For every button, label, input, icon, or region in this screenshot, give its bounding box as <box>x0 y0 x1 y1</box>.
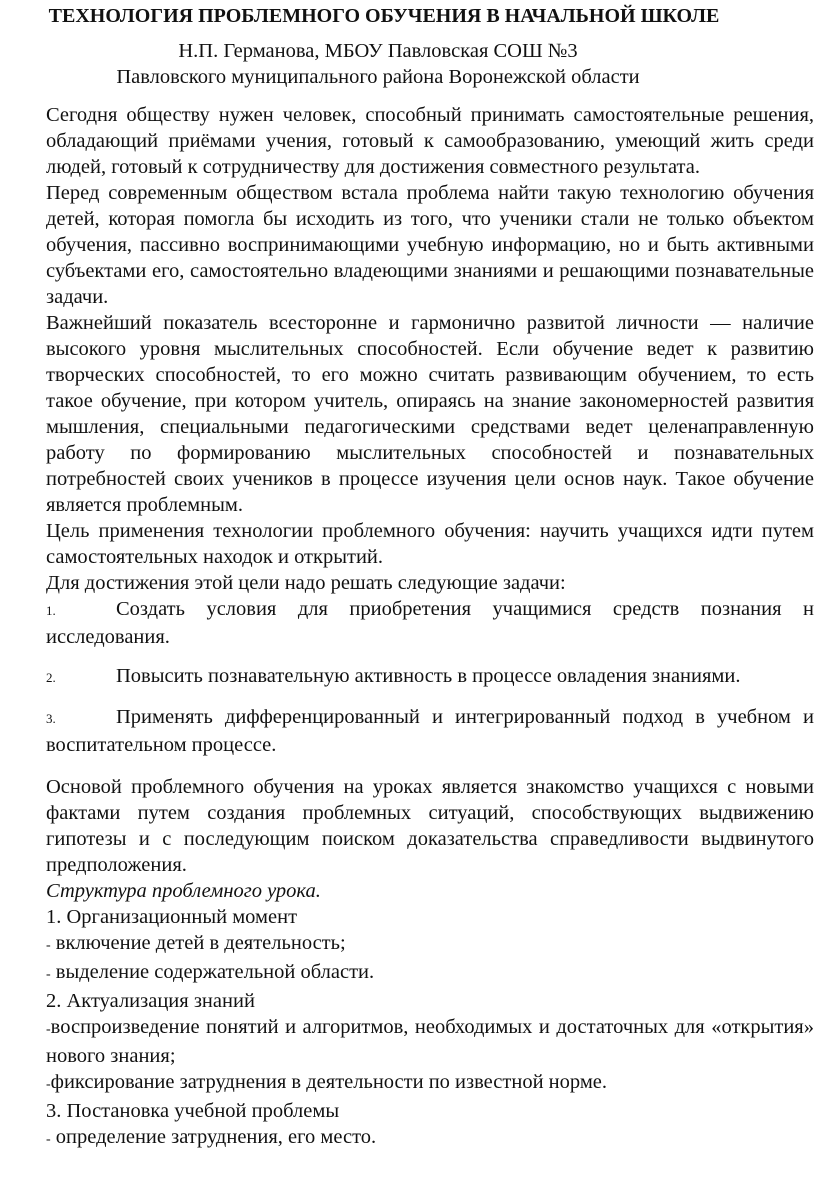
task-text: Создать условия для приобретения учащимися средств познания н исследования. <box>46 598 814 648</box>
stage-1-item <box>46 959 814 988</box>
stage-item-text: выделение содержательной области. <box>55 961 375 983</box>
task-number: 2. <box>46 670 56 685</box>
paragraph-2: Перед современным обществом встала проблема найти такую технологию обучения детей, которая помогла бы исходить из того, что ученики стали не только объектом обучения, пассивно воспринимающими учебную информацию, но и быть активными субъектами его, самостоятельно владеющими знаниями и решающими познавательные задачи. <box>46 182 814 308</box>
author-line-2: Павловского муниципального района Воронежской области <box>116 66 640 88</box>
document-body <box>46 102 814 1153</box>
task-number: 3. <box>46 711 56 726</box>
stage-item-text: определение затруднения, его место. <box>55 1126 377 1148</box>
task-item-3 <box>46 704 814 758</box>
dash-marker: - <box>46 967 51 982</box>
task-item-1 <box>46 596 814 650</box>
dash-marker: - <box>46 938 51 953</box>
stage-3-item <box>46 1124 814 1153</box>
task-item-2 <box>46 663 814 691</box>
stage-2-heading: 2. Актуализация знаний <box>46 990 255 1012</box>
basis-paragraph: Основой проблемного обучения на уроках является знакомство учащихся с новыми фактами путем создания проблемных ситуаций, способствующих выдвижению гипотезы и с последующим поиском доказательства справедливости выдвинутого предположения. <box>46 776 814 876</box>
stage-1-heading: 1. Организационный момент <box>46 906 298 928</box>
dash-marker: - <box>46 1077 51 1092</box>
dash-marker: - <box>46 1132 51 1147</box>
dash-marker: - <box>46 1022 51 1037</box>
task-text: Применять дифференцированный и интегрированный подход в учебном и воспитательном процессе. <box>46 706 814 756</box>
stage-1-item <box>46 930 814 959</box>
task-text: Повысить познавательную активность в процессе овладения знаниями. <box>116 665 741 687</box>
paragraph-3: Важнейший показатель всесторонне и гармонично развитой личности — наличие высокого уровня мыслительных способностей. Если обучение ведет к развитию творческих способностей, то его можно считать развивающим обучением, то есть такое обучение, при котором учитель, опираясь на знание закономерностей развития мышления, специальными педагогическими средствами ведет целенаправленную работу по формированию мыслительных способностей и познавательных потребностей своих учеников в процессе изучения цели основ наук. Такое обучение является проблемным. <box>46 312 814 516</box>
stage-item-text: фиксирование затруднения в деятельности по известной норме. <box>50 1071 608 1093</box>
stage-item-text: воспроизведение понятий и алгоритмов, необходимых и достаточных для «открытия» нового знания; <box>46 1016 814 1067</box>
task-number: 1. <box>46 603 56 618</box>
author-block <box>0 38 786 90</box>
stage-2-item <box>46 1014 814 1069</box>
paragraph-5: Для достижения этой цели надо решать следующие задачи: <box>46 572 566 594</box>
structure-heading: Структура проблемного урока. <box>46 880 321 902</box>
stage-3-heading: 3. Постановка учебной проблемы <box>46 1100 340 1122</box>
author-line-1: Н.П. Германова, МБОУ Павловская СОШ №3 <box>178 40 578 62</box>
paragraph-4: Цель применения технологии проблемного обучения: научить учащихся идти путем самостоятельных находок и открытий. <box>46 520 814 568</box>
stage-item-text: включение детей в деятельность; <box>55 932 346 954</box>
document-title: ТЕХНОЛОГИЯ ПРОБЛЕМНОГО ОБУЧЕНИЯ В НАЧАЛЬНОЙ ШКОЛЕ <box>48 5 720 27</box>
stage-2-item <box>46 1069 814 1098</box>
paragraph-1: Сегодня обществу нужен человек, способный принимать самостоятельные решения, обладающий приёмами учения, готовый к самообразованию, умеющий жить среди людей, готовый к сотрудничеству для достижения совместного результата. <box>46 104 814 178</box>
